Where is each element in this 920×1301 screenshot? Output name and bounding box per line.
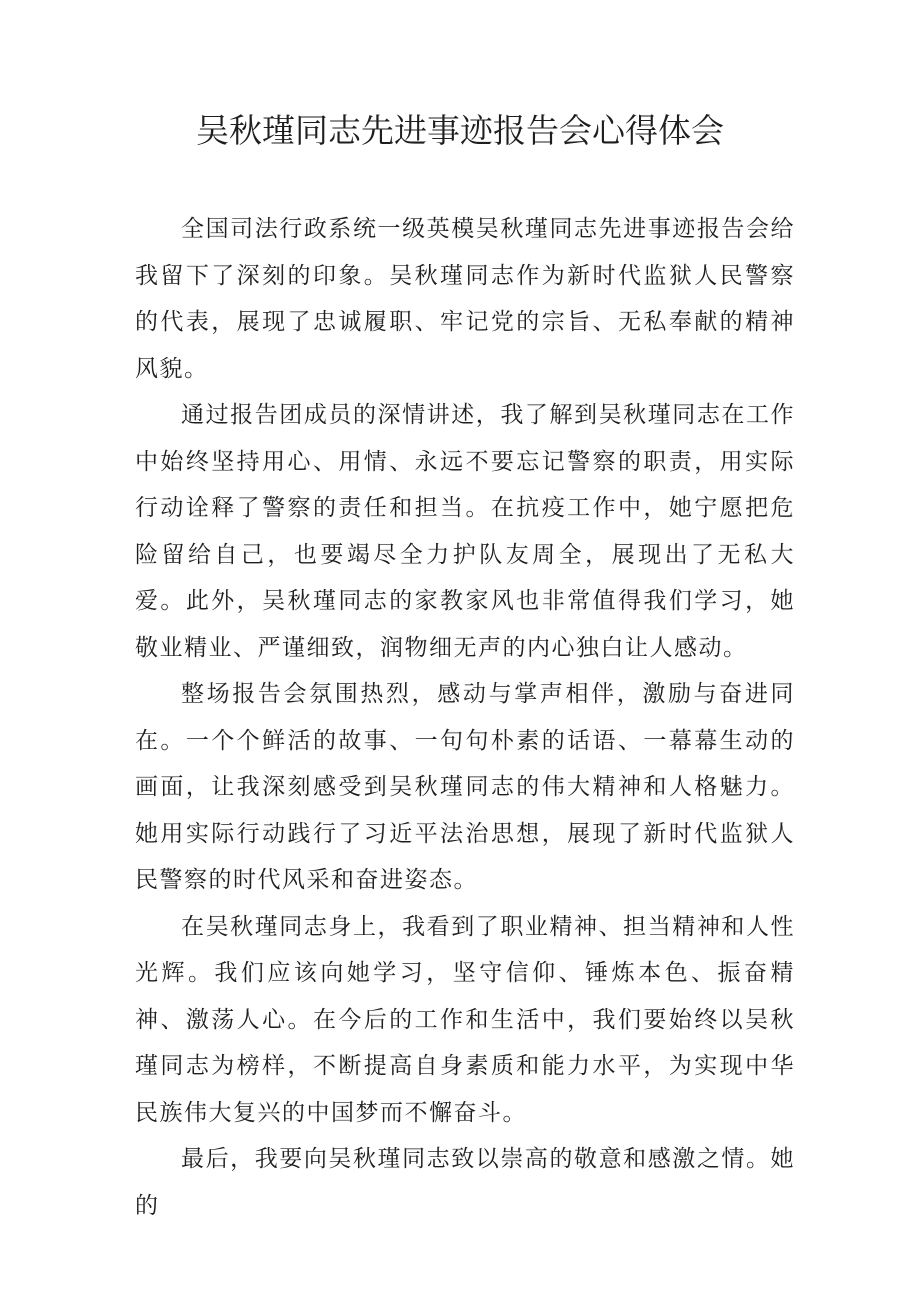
paragraph-3: 整场报告会氛围热烈，感动与掌声相伴，激励与奋进同在。一个个鲜活的故事、一句句朴素的话语、一幕幕生动的画面，让我深刻感受到吴秋瑾同志的伟大精神和人格魅力。她用实际行动践行了习近平法治思想，展现了新时代监狱人民警察的时代风采和奋进姿态。 xyxy=(135,681,795,893)
document-title: 吴秋瑾同志先进事迹报告会心得体会 xyxy=(196,111,724,150)
paragraph-4: 在吴秋瑾同志身上，我看到了职业精神、担当精神和人性光辉。我们应该向她学习，坚守信仰、锤炼本色、振奋精神、激荡人心。在今后的工作和生活中，我们要始终以吴秋瑾同志为榜样，不断提高自身素质和能力水平，为实现中华民族伟大复兴的中国梦而不懈奋斗。 xyxy=(135,913,795,1126)
paragraph-5: 最后，我要向吴秋瑾同志致以崇高的敬意和感激之情。她的 xyxy=(135,1146,795,1219)
document-body xyxy=(135,206,795,1229)
paragraph-1: 全国司法行政系统一级英模吴秋瑾同志先进事迹报告会给我留下了深刻的印象。吴秋瑾同志作为新时代监狱人民警察的代表，展现了忠诚履职、牢记党的宗旨、无私奉献的精神风貌。 xyxy=(135,216,795,382)
paragraph-2: 通过报告团成员的深情讲述，我了解到吴秋瑾同志在工作中始终坚持用心、用情、永远不要忘记警察的职责，用实际行动诠释了警察的责任和担当。在抗疫工作中，她宁愿把危险留给自己，也要竭尽全力护队友周全，展现出了无私大爱。此外，吴秋瑾同志的家教家风也非常值得我们学习，她敬业精业、严谨细致，润物细无声的内心独白让人感动。 xyxy=(135,402,795,661)
